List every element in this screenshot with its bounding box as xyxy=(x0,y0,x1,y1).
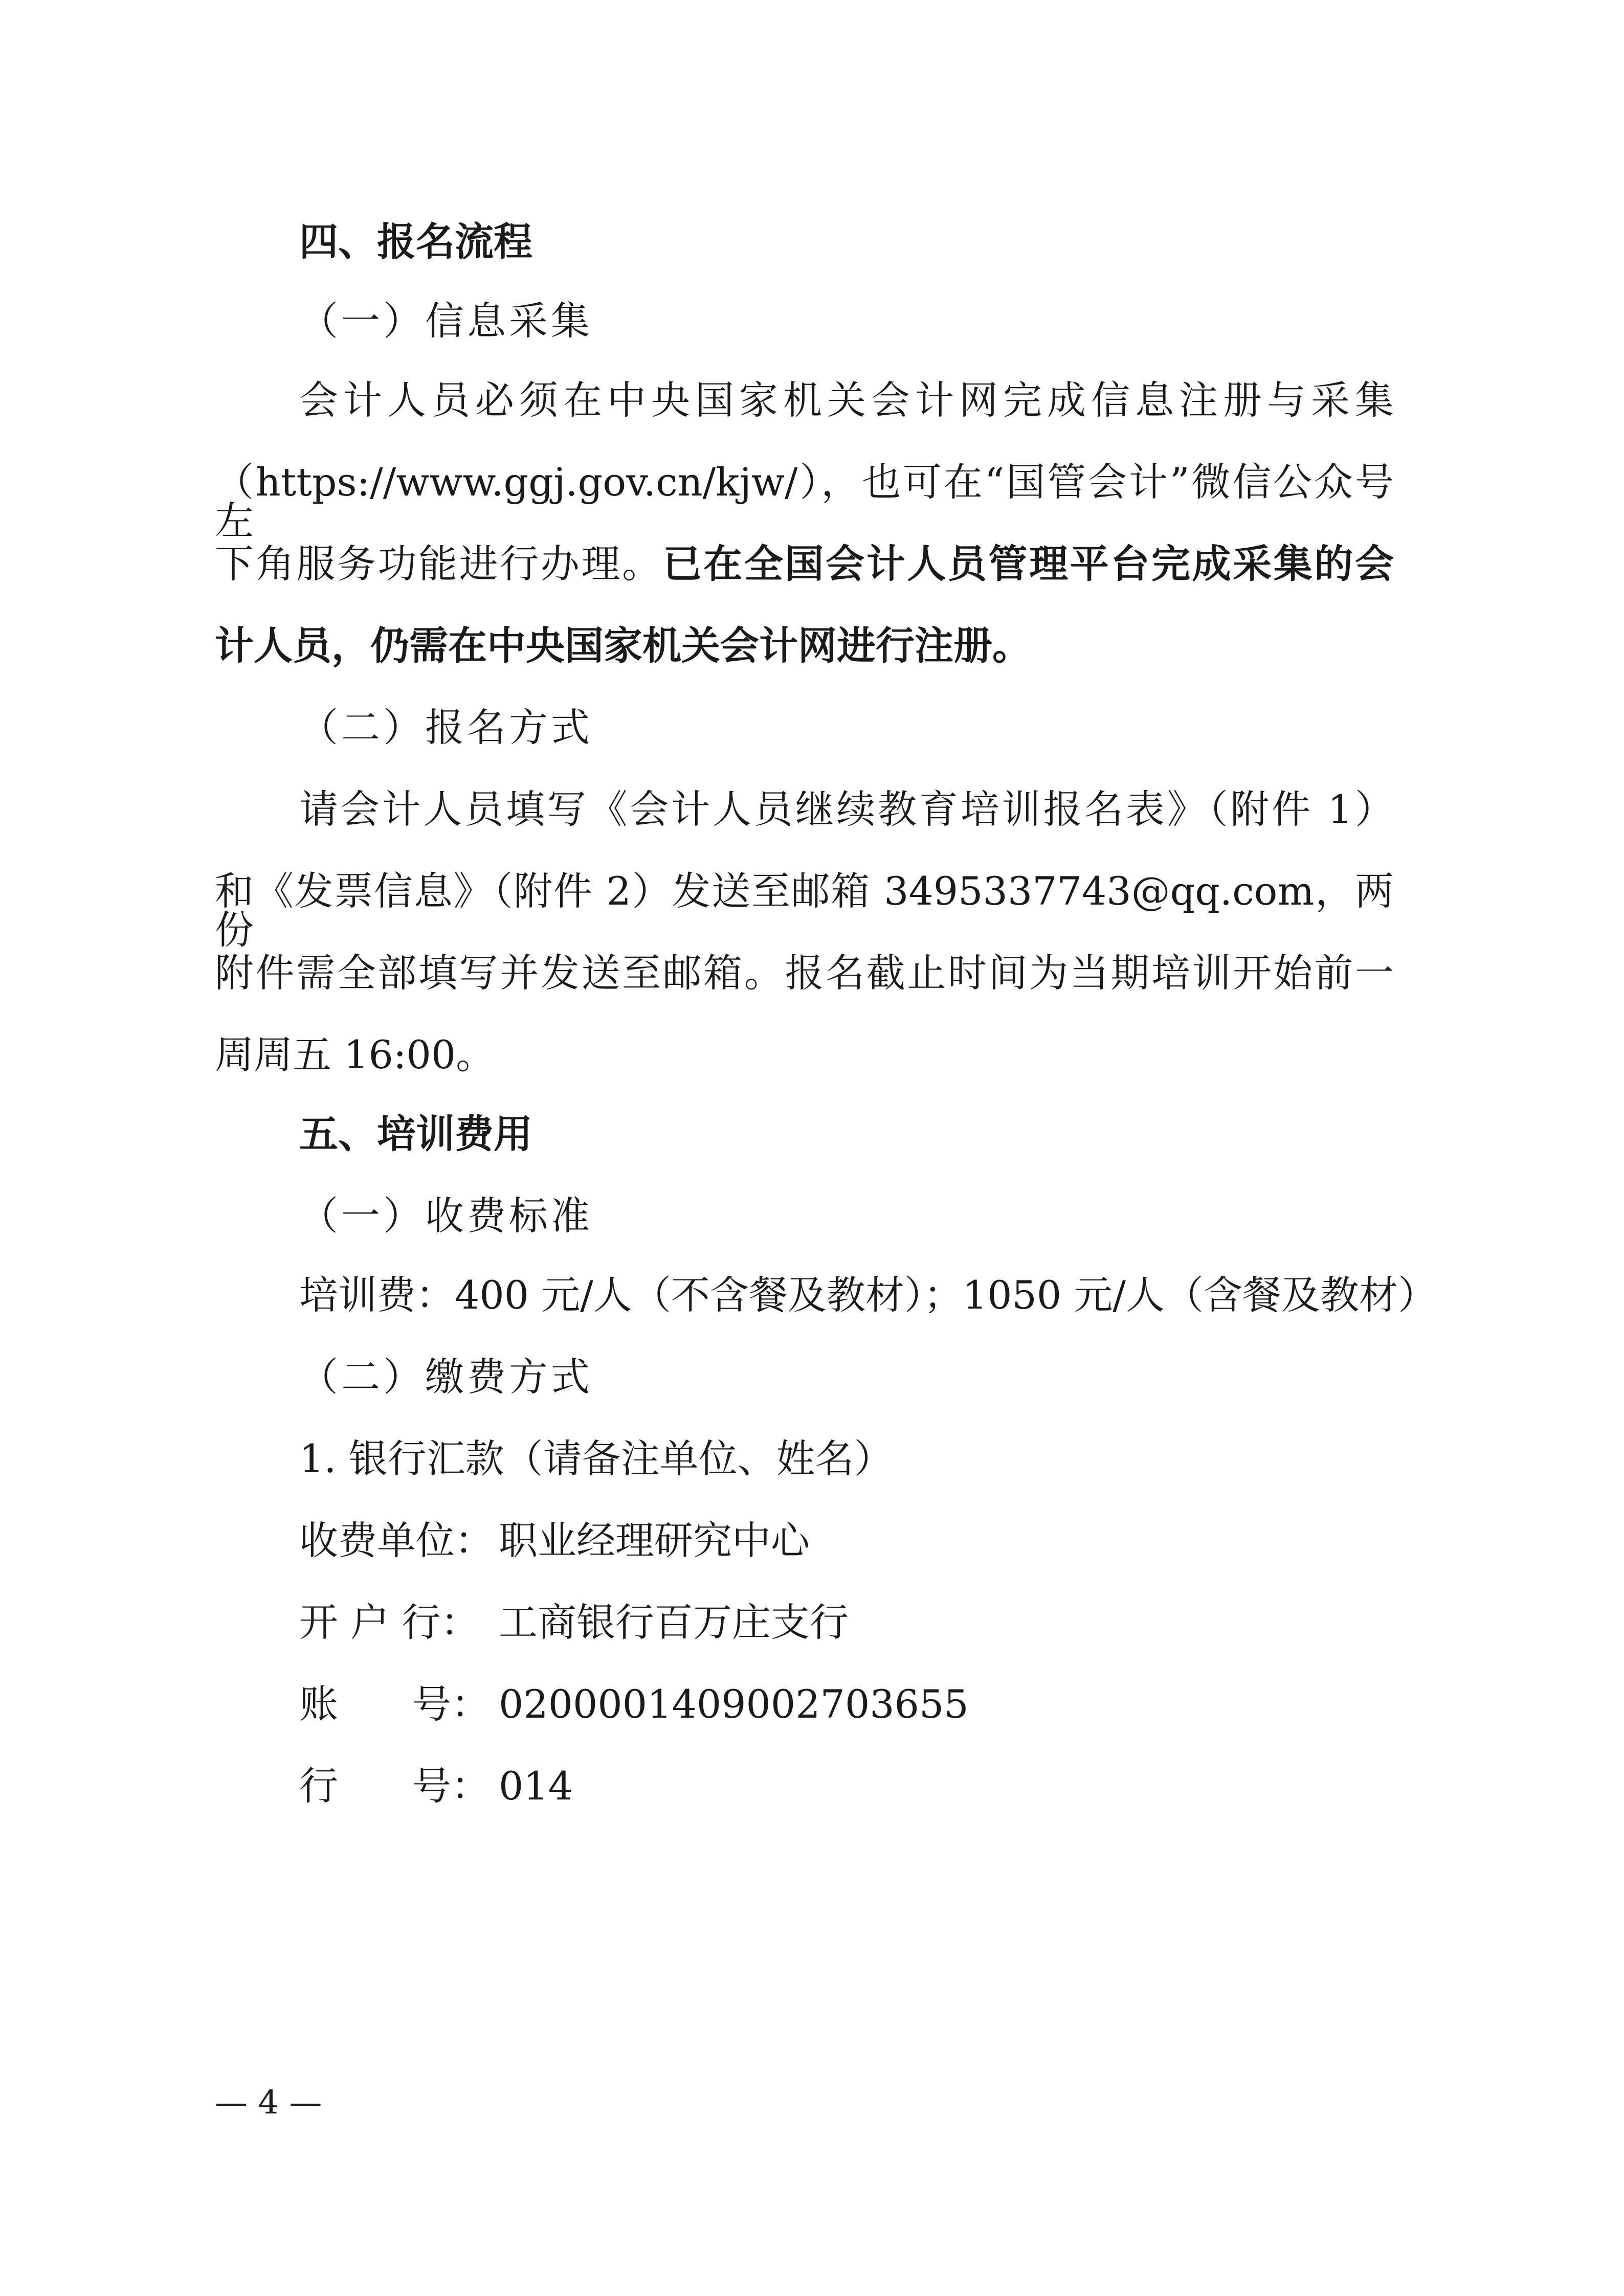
emphasis-text: 已在全国会计人员管理平台完成采集的会 xyxy=(662,541,1394,587)
section-5-heading: 五、培训费用 xyxy=(299,1111,532,1157)
account-row xyxy=(299,1681,969,1727)
bank-value: 工商银行百万庄支行 xyxy=(499,1600,849,1645)
fee-line: 培训费：400 元/人（不含餐及教材）；1050 元/人（含餐及教材） xyxy=(299,1272,1437,1318)
subsection-info-collection-heading: （一）信息采集 xyxy=(299,298,593,344)
bank-number-label: 行 号： xyxy=(299,1763,490,1809)
paragraph-line: （https://www.ggj.gov.cn/kjw/），也可在“国管会计”微信公众号左 xyxy=(215,459,1394,544)
paragraph-line: 附件需全部填写并发送至邮箱。报名截止时间为当期培训开始前一 xyxy=(215,950,1394,996)
account-value: 0200001409002703655 xyxy=(499,1681,969,1727)
section-4-heading: 四、报名流程 xyxy=(299,219,532,264)
payment-method-line: 1. 银行汇款（请备注单位、姓名） xyxy=(299,1436,893,1481)
payee-row xyxy=(299,1518,810,1563)
payee-label: 收费单位： xyxy=(299,1518,494,1563)
account-label: 账 号： xyxy=(299,1681,490,1727)
paragraph-line: 请会计人员填写《会计人员继续教育培训报名表》（附件 1） xyxy=(299,786,1394,832)
bank-row xyxy=(299,1600,849,1645)
emphasis-line: 计人员，仍需在中央国家机关会计网进行注册。 xyxy=(215,623,1031,668)
page-number: — 4 — xyxy=(215,2084,322,2122)
bank-number-row xyxy=(299,1763,573,1809)
subsection-fee-standard-heading: （一）收费标准 xyxy=(299,1193,593,1239)
bank-label: 开 户 行： xyxy=(299,1600,480,1645)
paragraph-line xyxy=(215,541,1394,587)
subsection-payment-method-heading: （二）缴费方式 xyxy=(299,1354,593,1400)
paragraph-line: 和《发票信息》（附件 2）发送至邮箱 3495337743@qq.com，两份 xyxy=(215,868,1394,953)
payee-value: 职业经理研究中心 xyxy=(499,1518,810,1563)
paragraph-text: 下角服务功能进行办理。 xyxy=(215,541,663,587)
paragraph-line: 会计人员必须在中央国家机关会计网完成信息注册与采集 xyxy=(299,377,1394,423)
paragraph-line: 周周五 16:00。 xyxy=(215,1032,495,1077)
bank-number-value: 014 xyxy=(499,1763,573,1809)
subsection-registration-method-heading: （二）报名方式 xyxy=(299,705,593,750)
